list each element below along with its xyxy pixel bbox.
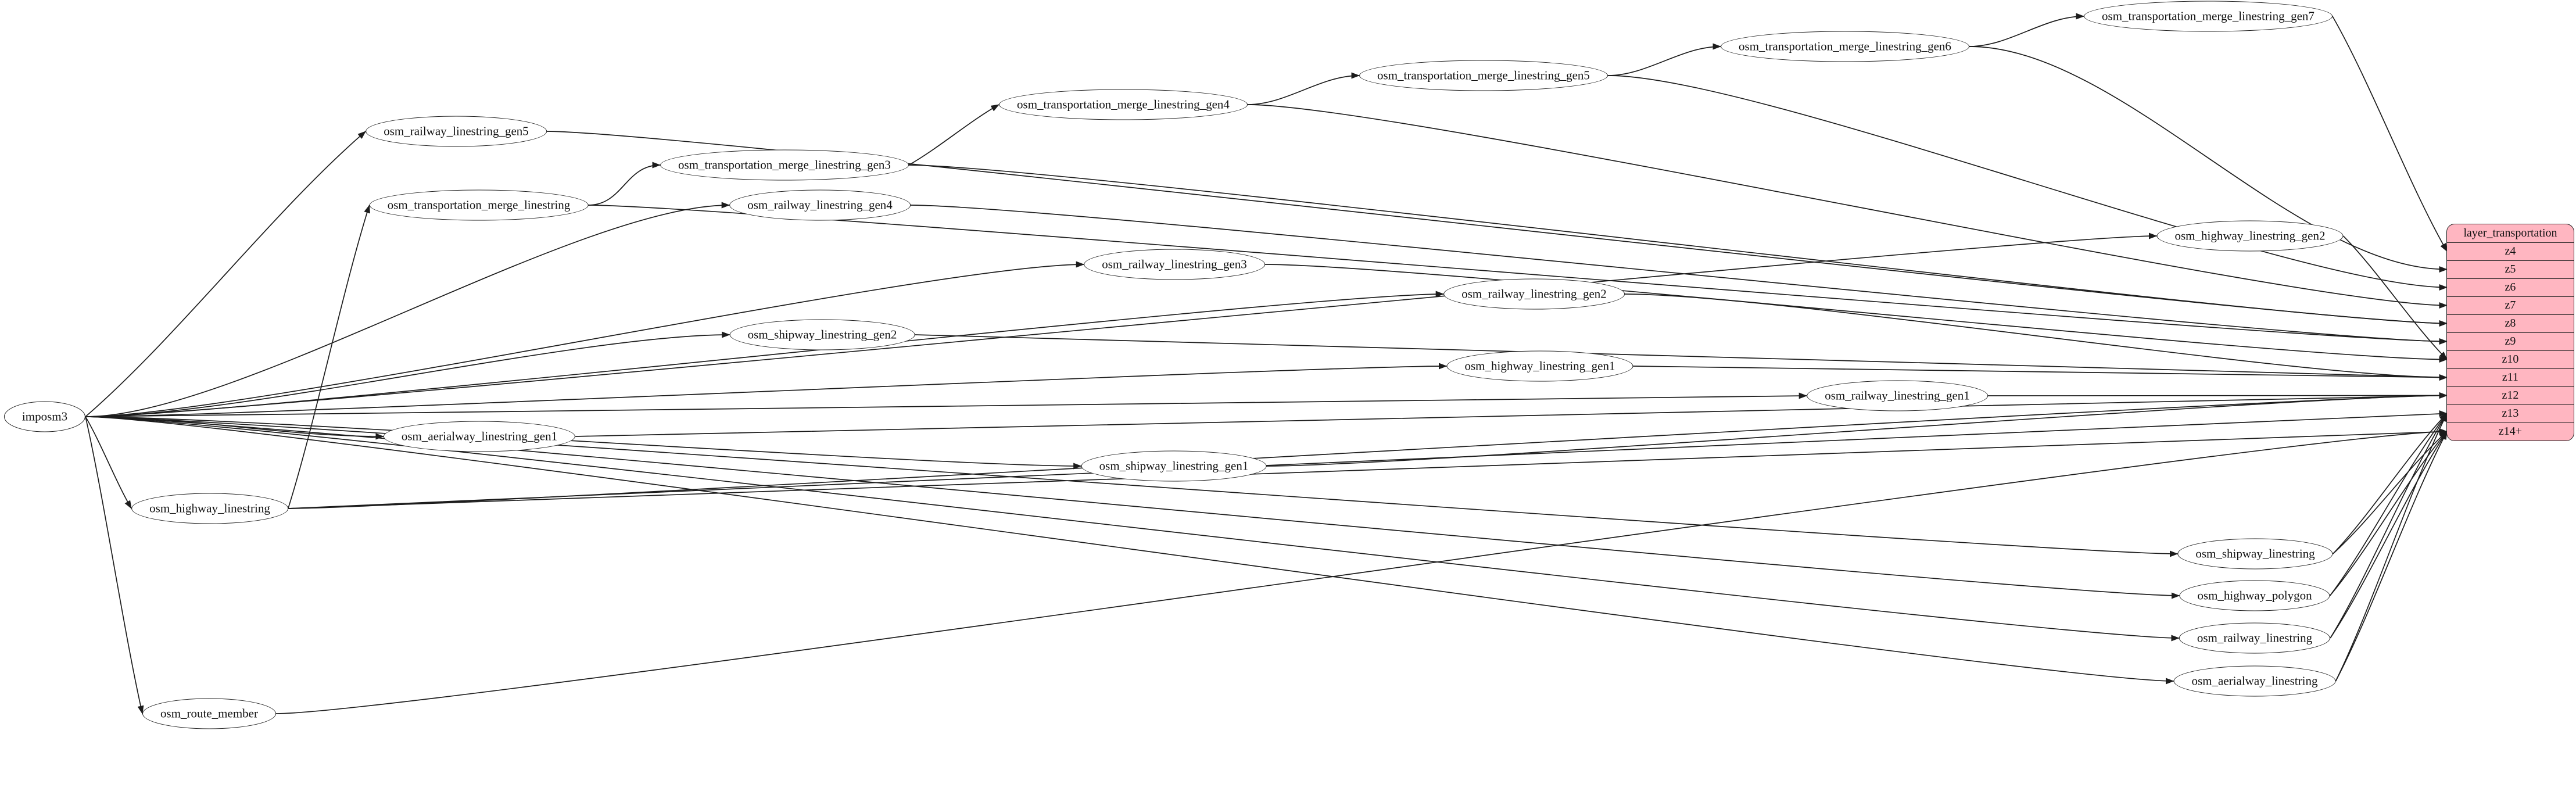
node-osm-shipway-linestring-gen2: osm_shipway_linestring_gen2 xyxy=(730,320,915,350)
node-osm-railway-linestring: osm_railway_linestring xyxy=(2179,623,2330,654)
node-osm-railway-linestring-gen1: osm_railway_linestring_gen1 xyxy=(1807,381,1988,411)
node-osm-route-member: osm_route_member xyxy=(142,699,276,729)
node-osm-highway-linestring-gen1: osm_highway_linestring_gen1 xyxy=(1447,351,1633,382)
edge-osm_highway_linestring-to-osm_transportation_merge_linestring xyxy=(288,205,370,508)
node-imposm3: imposm3 xyxy=(4,402,85,432)
edge-imposm3-to-osm_railway_linestring_gen1 xyxy=(85,396,1807,417)
edge-osm_aerialway_linestring-to-z13 xyxy=(2335,414,2447,682)
record-row-z11: z11 xyxy=(2447,368,2574,386)
edge-osm_highway_polygon-to-z13 xyxy=(2330,414,2447,596)
layer-transportation-record xyxy=(2446,224,2574,441)
node-osm-shipway-linestring: osm_shipway_linestring xyxy=(2177,539,2333,570)
record-row-z5: z5 xyxy=(2447,260,2574,278)
node-osm-transportation-merge-linestring-gen4: osm_transportation_merge_linestring_gen4 xyxy=(999,89,1248,120)
node-osm-transportation-merge-linestring-gen3: osm_transportation_merge_linestring_gen3 xyxy=(660,150,909,181)
edge-imposm3-to-osm_highway_linestring xyxy=(85,417,131,508)
record-row-z14plus: z14+ xyxy=(2447,422,2574,441)
edge-osm_transportation_merge_linestring_gen7-to-z4 xyxy=(2333,16,2447,252)
node-osm-highway-linestring: osm_highway_linestring xyxy=(131,493,288,524)
node-osm-transportation-merge-linestring-gen6: osm_transportation_merge_linestring_gen6 xyxy=(1721,31,1969,62)
record-row-z12: z12 xyxy=(2447,386,2574,404)
edge-osm_transportation_merge_linestring-to-osm_transportation_merge_linestring_gen3 xyxy=(588,165,660,205)
node-osm-aerialway-linestring: osm_aerialway_linestring xyxy=(2174,666,2336,697)
node-osm-transportation-merge-linestring-gen7: osm_transportation_merge_linestring_gen7 xyxy=(2084,1,2333,32)
edge-osm_railway_linestring_gen3-to-z10 xyxy=(1265,264,2447,360)
edge-osm_transportation_merge_linestring_gen4-to-osm_transportation_merge_linestring_gen5 xyxy=(1248,76,1359,105)
edge-osm_transportation_merge_linestring_gen3-to-osm_transportation_merge_linestring_gen4 xyxy=(909,105,999,165)
record-row-z9: z9 xyxy=(2447,332,2574,350)
record-row-z6: z6 xyxy=(2447,278,2574,296)
node-osm-railway-linestring-gen2: osm_railway_linestring_gen2 xyxy=(1443,279,1625,310)
edge-osm_railway_linestring-to-z13 xyxy=(2330,414,2447,639)
edge-osm_railway_linestring_gen2-to-z11 xyxy=(1625,294,2447,378)
record-row-z8: z8 xyxy=(2447,314,2574,332)
node-osm-highway-polygon: osm_highway_polygon xyxy=(2179,581,2330,611)
edge-imposm3-to-osm_highway_linestring_gen1 xyxy=(85,366,1446,417)
node-osm-shipway-linestring-gen1: osm_shipway_linestring_gen1 xyxy=(1081,451,1267,482)
edge-osm_highway_linestring-to-z13 xyxy=(288,414,2447,509)
edge-imposm3-to-osm_railway_linestring_gen3 xyxy=(85,264,1084,417)
edge-imposm3-to-osm_railway_linestring_gen5 xyxy=(85,131,366,417)
edge-imposm3-to-osm_route_member xyxy=(85,417,142,714)
node-osm-transportation-merge-linestring: osm_transportation_merge_linestring xyxy=(370,190,589,221)
node-osm-railway-linestring-gen4: osm_railway_linestring_gen4 xyxy=(729,190,911,221)
node-osm-aerialway-linestring-gen1: osm_aerialway_linestring_gen1 xyxy=(384,421,575,452)
edge-osm_aerialway_linestring_gen1-to-z12 xyxy=(575,396,2447,437)
edge-osm_shipway_linestring_gen2-to-z11 xyxy=(915,335,2447,378)
record-row-z13: z13 xyxy=(2447,404,2574,422)
record-title: layer_transportation xyxy=(2463,227,2557,239)
edge-osm_transportation_merge_linestring_gen4-to-z7 xyxy=(1248,105,2447,306)
node-osm-highway-linestring-gen2: osm_highway_linestring_gen2 xyxy=(2157,221,2344,252)
record-row-z7: z7 xyxy=(2447,296,2574,314)
edge-imposm3-to-osm_railway_linestring_gen4 xyxy=(85,205,729,417)
edge-imposm3-to-osm_shipway_linestring_gen2 xyxy=(85,335,730,417)
edge-osm_highway_linestring_gen1-to-z11 xyxy=(1633,366,2447,378)
edge-imposm3-to-osm_railway_linestring_gen2 xyxy=(85,294,1443,417)
node-osm-railway-linestring-gen3: osm_railway_linestring_gen3 xyxy=(1084,249,1265,280)
edge-osm_transportation_merge_linestring_gen5-to-z6 xyxy=(1608,76,2447,288)
edge-osm_route_member-to-z14+ xyxy=(276,432,2447,714)
record-row-z10: z10 xyxy=(2447,350,2574,368)
edge-osm_transportation_merge_linestring_gen5-to-osm_transportation_merge_linestring_gen6 xyxy=(1608,46,1721,76)
record-row-z4: z4 xyxy=(2447,242,2574,260)
edge-osm_transportation_merge_linestring_gen6-to-osm_transportation_merge_linestring_gen7 xyxy=(1969,16,2084,46)
node-osm-transportation-merge-linestring-gen5: osm_transportation_merge_linestring_gen5 xyxy=(1359,60,1608,91)
node-osm-railway-linestring-gen5: osm_railway_linestring_gen5 xyxy=(366,116,547,147)
